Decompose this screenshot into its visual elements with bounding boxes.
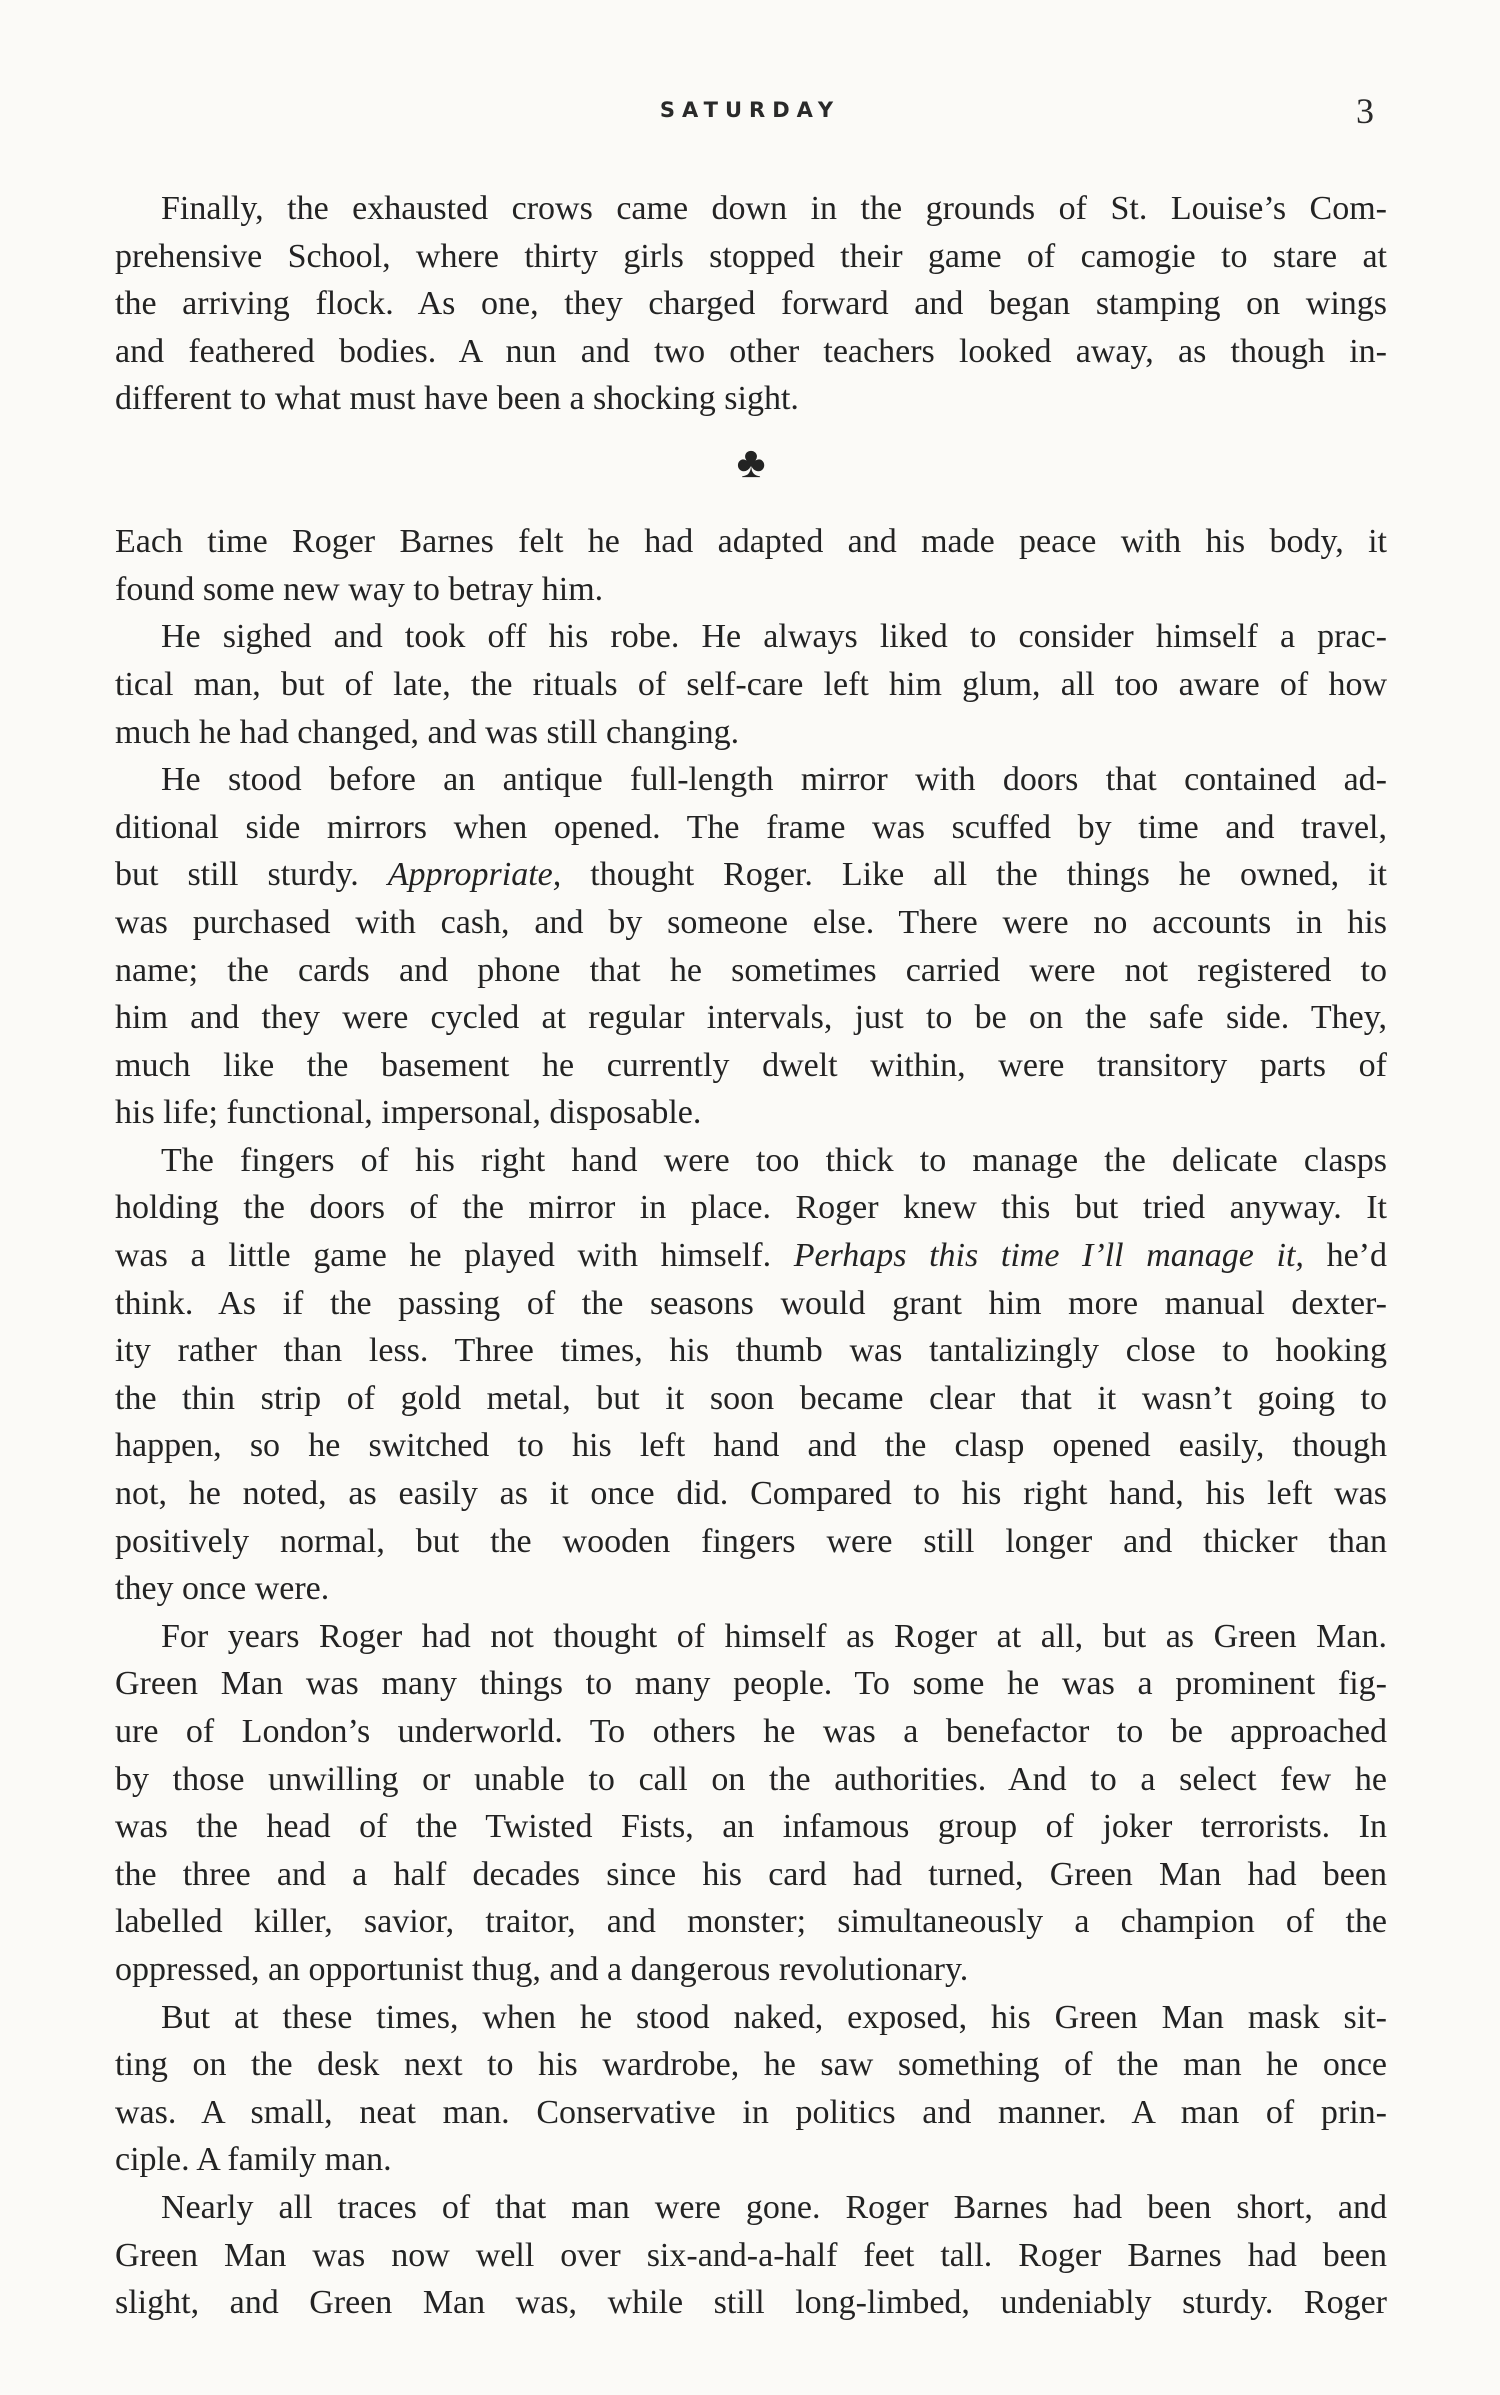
text-line xyxy=(115,2041,1387,2089)
text-line xyxy=(115,804,1387,852)
text-line xyxy=(115,1613,1387,1661)
text-line xyxy=(115,1994,1387,2042)
text-segment: the thin strip of gold metal, but it soon became clear that it wasn’t going to xyxy=(115,1379,1387,1417)
text-segment: ditional side mirrors when opened. The frame was scuffed by time and travel, xyxy=(115,808,1387,846)
text-segment: and feathered bodies. A nun and two other teachers looked away, as though in- xyxy=(115,332,1387,370)
text-segment: name; the cards and phone that he sometimes carried were not registered to xyxy=(115,951,1387,989)
text-line xyxy=(115,1327,1387,1375)
text-line xyxy=(115,1042,1387,1090)
text-segment: different to what must have been a shocking sight. xyxy=(115,380,799,418)
italic-text: Appropriate, xyxy=(387,856,562,894)
text-line xyxy=(115,1089,1387,1137)
paragraph xyxy=(115,2184,1387,2327)
text-line xyxy=(115,185,1387,233)
text-segment: ity rather than less. Three times, his thumb was tantalizingly close to hooking xyxy=(115,1332,1387,1370)
paragraph xyxy=(115,613,1387,756)
text-segment: holding the doors of the mirror in place. Roger knew this but tried anyway. It xyxy=(115,1189,1387,1227)
text-segment: He sighed and took off his robe. He always liked to consider himself a prac- xyxy=(161,618,1387,656)
text-line xyxy=(115,1851,1387,1899)
text-segment: found some new way to betray him. xyxy=(115,570,604,608)
text-segment: Green Man was many things to many people. To some he was a prominent fig- xyxy=(115,1665,1387,1703)
italic-text: Perhaps this time I’ll manage it, xyxy=(793,1237,1304,1275)
text-segment: was purchased with cash, and by someone else. There were no accounts in his xyxy=(115,903,1387,941)
text-line xyxy=(115,1803,1387,1851)
text-segment: much he had changed, and was still changing. xyxy=(115,713,740,751)
text-segment: much like the basement he currently dwelt within, were transitory parts of xyxy=(115,1046,1387,1084)
text-segment: they once were. xyxy=(115,1570,330,1608)
text-line xyxy=(115,1946,1387,1994)
text-line xyxy=(115,566,1387,614)
text-line xyxy=(115,947,1387,995)
paragraph xyxy=(115,756,1387,1137)
paragraph xyxy=(115,518,1387,613)
text-line xyxy=(115,2279,1387,2327)
text-segment: oppressed, an opportunist thug, and a dangerous revolutionary. xyxy=(115,1950,969,1988)
text-line xyxy=(115,328,1387,376)
text-segment: think. As if the passing of the seasons would grant him more manual dexter- xyxy=(115,1284,1387,1322)
text-line xyxy=(115,899,1387,947)
text-segment: prehensive School, where thirty girls stopped their game of camogie to stare at xyxy=(115,237,1387,275)
text-segment: thought Roger. Like all the things he owned, it xyxy=(561,856,1387,894)
text-line xyxy=(115,851,1387,899)
text-segment: the three and a half decades since his card had turned, Green Man had been xyxy=(115,1855,1387,1893)
text-line xyxy=(115,1422,1387,1470)
text-segment: For years Roger had not thought of himself as Roger at all, but as Green Man. xyxy=(161,1617,1387,1655)
text-segment: ciple. A family man. xyxy=(115,2141,392,2179)
text-segment: ting on the desk next to his wardrobe, he saw something of the man he once xyxy=(115,2046,1387,2084)
text-segment: tical man, but of late, the rituals of self-care left him glum, all too aware of how xyxy=(115,665,1387,703)
text-segment: him and they were cycled at regular intervals, just to be on the safe side. They, xyxy=(115,999,1387,1037)
text-line xyxy=(115,994,1387,1042)
text-line xyxy=(115,518,1387,566)
text-line xyxy=(115,661,1387,709)
text-segment: The fingers of his right hand were too thick to manage the delicate clasps xyxy=(161,1141,1387,1179)
text-line xyxy=(115,756,1387,804)
text-segment: not, he noted, as easily as it once did. Compared to his right hand, his left was xyxy=(115,1475,1387,1513)
text-line xyxy=(115,375,1387,423)
text-segment: Nearly all traces of that man were gone. Roger Barnes had been short, and xyxy=(161,2188,1387,2226)
text-segment: labelled killer, savior, traitor, and monster; simultaneously a champion of the xyxy=(115,1903,1387,1941)
text-segment: ure of London’s underworld. To others he was a benefactor to be approached xyxy=(115,1713,1387,1750)
text-line xyxy=(115,1898,1387,1946)
text-line xyxy=(115,2136,1387,2184)
text-segment: was the head of the Twisted Fists, an infamous group of joker terrorists. In xyxy=(115,1808,1387,1846)
text-segment: happen, so he switched to his left hand and the clasp opened easily, though xyxy=(115,1427,1387,1465)
text-line xyxy=(115,1660,1387,1708)
text-line xyxy=(115,613,1387,661)
text-line xyxy=(115,2089,1387,2137)
text-segment: positively normal, but the wooden fingers were still longer and thicker than xyxy=(115,1522,1387,1560)
text-line xyxy=(115,1756,1387,1804)
text-segment: He stood before an antique full-length mirror with doors that contained ad- xyxy=(161,761,1387,799)
text-line xyxy=(115,1375,1387,1423)
text-segment: his life; functional, impersonal, disposable. xyxy=(115,1094,702,1132)
text-line xyxy=(115,1518,1387,1566)
text-segment: But at these times, when he stood naked, exposed, his Green Man mask sit- xyxy=(161,1998,1387,2036)
text-segment: was a little game he played with himself. xyxy=(115,1237,794,1275)
text-line xyxy=(115,1137,1387,1185)
text-segment: was. A small, neat man. Conservative in politics and manner. A man of prin- xyxy=(115,2093,1387,2131)
paragraph xyxy=(115,1613,1387,1994)
text-line xyxy=(115,233,1387,281)
text-line xyxy=(115,1470,1387,1518)
text-line xyxy=(115,1565,1387,1613)
text-line xyxy=(115,1708,1387,1756)
text-segment: the arriving flock. As one, they charged forward and began stamping on wings xyxy=(115,285,1387,323)
text-segment: but still sturdy. xyxy=(115,856,388,894)
text-segment: Each time Roger Barnes felt he had adapted and made peace with his body, it xyxy=(115,523,1387,561)
section-break-club-icon: ♣ xyxy=(736,437,766,487)
text-line xyxy=(115,1184,1387,1232)
paragraph xyxy=(115,1137,1387,1613)
text-line xyxy=(115,2232,1387,2280)
text-line xyxy=(115,2184,1387,2232)
paragraph xyxy=(115,1994,1387,2184)
text-segment: Green Man was now well over six-and-a-half feet tall. Roger Barnes had been xyxy=(115,2236,1387,2274)
text-line xyxy=(115,709,1387,757)
page-number: 3 xyxy=(1356,91,1374,131)
text-line xyxy=(115,280,1387,328)
running-head: SATURDAY xyxy=(659,98,841,122)
text-segment: he’d xyxy=(1303,1237,1387,1275)
body-text xyxy=(115,185,1387,2327)
text-line xyxy=(115,1232,1387,1280)
text-line xyxy=(115,1280,1387,1328)
text-segment: slight, and Green Man was, while still long-limbed, undeniably sturdy. Roger xyxy=(115,2284,1387,2322)
text-segment: Finally, the exhausted crows came down in the grounds of St. Louise’s Com- xyxy=(161,190,1387,227)
text-segment: by those unwilling or unable to call on the authorities. And to a select few he xyxy=(115,1760,1387,1798)
paragraph xyxy=(115,185,1387,423)
